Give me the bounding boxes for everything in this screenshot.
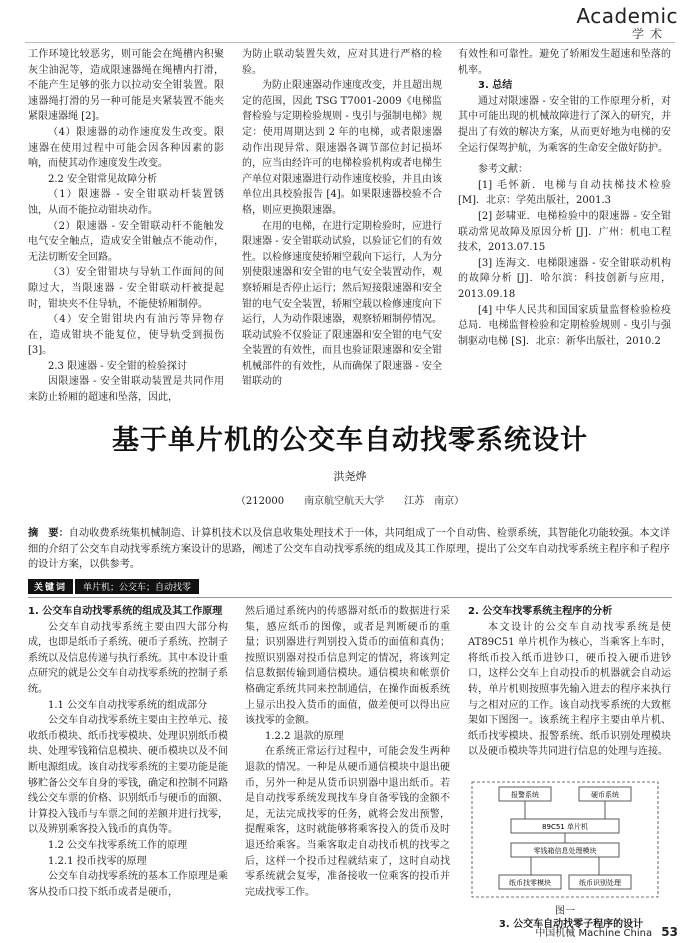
article-column-1 bbox=[28, 604, 228, 900]
section-heading: 2. 公交车找零系统主程序的分析 bbox=[468, 606, 613, 617]
prev-article-column-2 bbox=[242, 47, 442, 390]
abstract-text: 自动收费系统集机械制造、计算机技术以及信息收集处理技术于一体，共同组成了一个自动售、检票系统，其智能化功能较强。本文详细的介绍了公交车自动找零系统方案设计的思路，阐述了公交车自动找零系统的组成及其工作原理，提出了公交车自动找零系统主程序和子程序的设计方案，以供参考。 bbox=[28, 528, 670, 570]
page-number: 53 bbox=[661, 925, 678, 939]
figure-caption: 图一 bbox=[555, 906, 575, 917]
footer-journal: 中国机械 bbox=[535, 928, 576, 939]
diagram-label-mcu: 89C51 单片机 bbox=[542, 823, 588, 831]
paragraph: 2.2 安全钳常见故障分析 bbox=[48, 173, 158, 185]
article-author: 洪尧烨 bbox=[333, 470, 367, 483]
paragraph: 公交车自动找零系统主要由四大部分构成，也即是纸币子系统、硬币子系统、控制子系统以及信息传递与执行系统。其中本设计重点研究的就是公交车自动找零系统的控制子系统。 bbox=[28, 621, 228, 695]
keywords-label: 关键词 bbox=[28, 579, 73, 594]
paragraph: 1.2 公交车找零系统工作的原理 bbox=[48, 839, 188, 851]
paragraph: 然后通过系统内的传感器对纸币的数据进行采集，感应纸币的图像，或者是判断硬币的重量；识别器进行判别投入货币的面值和真伪；按照识别器对投币信息判定的情况，将该判定信息数据传输到通信模块。通信模块和帐票价格确定系统共同来控制通信，在操作面板系统上显示出投入货币的面值，做差便可以得出应该找零的金额。 bbox=[245, 606, 450, 727]
paragraph: 因限速器 - 安全钳联动装置是共同作用来防止轿厢的超速和坠落，因此， bbox=[28, 376, 224, 404]
keywords-bar bbox=[28, 579, 199, 594]
section-3-heading: 3. 公交车自动找零子程序的设计 bbox=[498, 919, 644, 930]
section-heading: 1. 公交车自动找零系统的组成及其工作原理 bbox=[28, 606, 223, 617]
reference-item: [1] 毛怀新．电梯与自动扶梯技术检验 [M]．北京：学苑出版社，2001.3 bbox=[458, 179, 671, 207]
keywords-rule bbox=[28, 597, 672, 598]
paragraph: 在系统正常运行过程中，可能会发生两种退款的情况。一种是从硬币通信模块中退出硬币，另外一种是从货币识别器中退出纸币。若是自动找零系统发现找车身自备零钱的金额不足，无法完成找零的任务，就将会发出预警，提醒乘客，这时就能够将乘客投入的货币及时退还给乘客。当乘客取走自动找币机的找零之后，这样一个投币过程就结束了，这时自动找零系统就会复零，准备接收一位乘客的投币并完成找零工作。 bbox=[245, 746, 450, 898]
diagram-label-alarm: 报警系统 bbox=[511, 791, 539, 799]
diagram-label-note-recog: 纸币识别处理 bbox=[579, 879, 621, 887]
journal-header-english: Academic bbox=[576, 4, 678, 28]
paragraph: （2）限速器 - 安全钳联动杆不能触发电气安全触点，造成安全钳触点不能动作，无法切断安全回路。 bbox=[28, 220, 224, 263]
journal-header-chinese: 学术 bbox=[631, 27, 668, 41]
footer-journal-en: Machine China bbox=[578, 928, 653, 939]
paragraph: 在用的电梯，在进行定期检验时，应进行限速器 - 安全钳联动试验，以验证它们的有效性。以检修速度使轿厢空载向下运行，人为分别使限速器和安全钳的电气安全装置动作，观察轿厢是否停止运行；然后短接限速器和安全钳的电气安全装置，轿厢空载以检修速度向下运行，人为动作限速器，观察轿厢制停情况。联动试验不仅验证了限速器和安全钳的电气安全装置的有效性，而且也验证限速器和安全钳机械部件的有效性，从而确保了限速器 - 安全钳联动的 bbox=[242, 220, 442, 388]
reference-item: [4] 中华人民共和国国家质量监督检验检疫总局．电梯监督检验和定期检验规则 - 曳引与强制驱动电梯 [S]．北京：新华出版社，2010.2 bbox=[458, 304, 671, 347]
diagram-label-note-change: 纸币找零模块 bbox=[509, 879, 551, 887]
paragraph: 本文设计的公交车自动找零系统是使 AT89C51 单片机作为核心，当乘客上车时，将纸币投入纸币进钞口，硬币投入硬币进钞口，这样公交车上自动投币的机器就会自动运转，单片机则按照事先输入进去的程序来执行与之相对应的工作。该自动找零系统的大致框架如下图图一。该系统主程序主要由单片机、纸币找零模块、报警系统、纸币识别处理模块以及硬币模块等共同进行信息的处理与连接。 bbox=[468, 621, 671, 758]
paragraph: 1.2.1 投币找零的原理 bbox=[48, 855, 147, 867]
paragraph: 公交车自动找零系统的基本工作原理是乘客从投币口投下纸币或者是硬币， bbox=[28, 871, 228, 898]
keywords-value: 单片机；公交车；自动找零 bbox=[75, 579, 199, 594]
article-column-3 bbox=[468, 604, 671, 760]
paragraph: （4）限速器的动作速度发生改变。限速器在使用过程中可能会因各种因素的影响，而使其动作速度发生改变。 bbox=[28, 126, 224, 170]
reference-item: [2] 彭啸亚．电梯检验中的限速器 - 安全钳联动常见故障及原因分析 [J]．广州：机电工程技术，2013.07.15 bbox=[458, 210, 671, 254]
system-block-diagram bbox=[471, 781, 659, 898]
article-affiliation: （212000 南京航空航天大学 江苏 南京） bbox=[235, 496, 465, 507]
paragraph: （1）限速器 - 安全钳联动杆装置锈蚀，从而不能拉动钳块动作。 bbox=[28, 189, 224, 216]
paragraph: 参考文献： bbox=[478, 164, 528, 176]
paragraph: 为防止联动装置失效，应对其进行严格的检验。 bbox=[242, 49, 442, 76]
page-footer bbox=[535, 924, 678, 939]
diagram-label-cashbox: 零钱箱信息处理模块 bbox=[533, 847, 597, 855]
header-rule bbox=[25, 42, 675, 43]
paragraph: 通过对限速器 - 安全钳的工作原理分析，对其中可能出现的机械故障进行了深入的研究，并提出了有效的解决方案，从而更好地为电梯的安全运行保驾护航，为乘客的生命安全做好防护。 bbox=[458, 95, 671, 154]
reference-item: [3] 连海文．电梯限速器 - 安全钳联动机构的故障分析 [J]．哈尔滨：科技创新与应用，2013.09.18 bbox=[458, 257, 671, 300]
section-heading: 3. 总结 bbox=[478, 80, 513, 92]
paragraph: 为防止限速器动作速度改变，并且超出规定的范围，因此 TSG T7001-2009《电梯监督检验与定期检验规则 - 曳引与强制电梯》规定：使用周期达到 2 年的电梯，或者限速器动作出现异常、限速器各调节部位封记损坏的，应当由经许可的电梯检验机构或者电梯生产单位对限速器进行动作速度校验，并且由该单位出具校验报告 [4]。如果限速器校验不合格，则应更换限速器。 bbox=[242, 80, 442, 216]
paragraph: 公交车自动找零系统主要由主控单元、接收纸币模块、纸币找零模块、处理识别纸币模块、处理零钱箱信息模块、硬币模块以及不间断电源组成。该自动找零系统的主要功能是能够贮备公交车自身的零钱，确定和控制不同路线公交车票的价格、识别纸币与硬币的面额、计算投入钱币与车票之间的差额并进行找零，以及辨别乘客投入钱币的真伪等。 bbox=[28, 715, 228, 836]
article-abstract bbox=[28, 526, 670, 573]
paragraph: 1.2.2 退款的原理 bbox=[265, 730, 344, 742]
article-title: 基于单片机的公交车自动找零系统设计 bbox=[112, 425, 588, 456]
article-column-2 bbox=[245, 604, 450, 900]
prev-article-column-3 bbox=[458, 47, 671, 349]
paragraph: （4）安全钳钳块内有油污等异物存在，造成钳块不能复位，使导轨受到损伤 [3]。 bbox=[28, 314, 224, 357]
paragraph: 有效性和可靠性。避免了轿厢发生超速和坠落的机率。 bbox=[458, 49, 671, 76]
paragraph: 工作环境比较恶劣，则可能会在绳槽内积聚灰尘油泥等，造成限速器绳在绳槽内打滑，不能产生足够的张力以拉动安全钳装置。限速器绳打滑的另一种可能是夹紧装置不能夹紧限速器绳 [2]。 bbox=[28, 49, 224, 123]
paragraph: （3）安全钳钳块与导轨工作面间的间隙过大，当限速器 - 安全钳联动杆被提起时，钳块夹不住导轨，不能使轿厢制停。 bbox=[28, 267, 224, 310]
abstract-label: 摘 要： bbox=[28, 528, 69, 539]
prev-article-column-1 bbox=[28, 47, 224, 406]
paragraph: 1.1 公交车自动找零系统的组成部分 bbox=[48, 699, 208, 711]
paragraph: 2.3 限速器 - 安全钳的检验探讨 bbox=[48, 360, 187, 372]
diagram-label-coin: 硬币系统 bbox=[591, 791, 619, 799]
